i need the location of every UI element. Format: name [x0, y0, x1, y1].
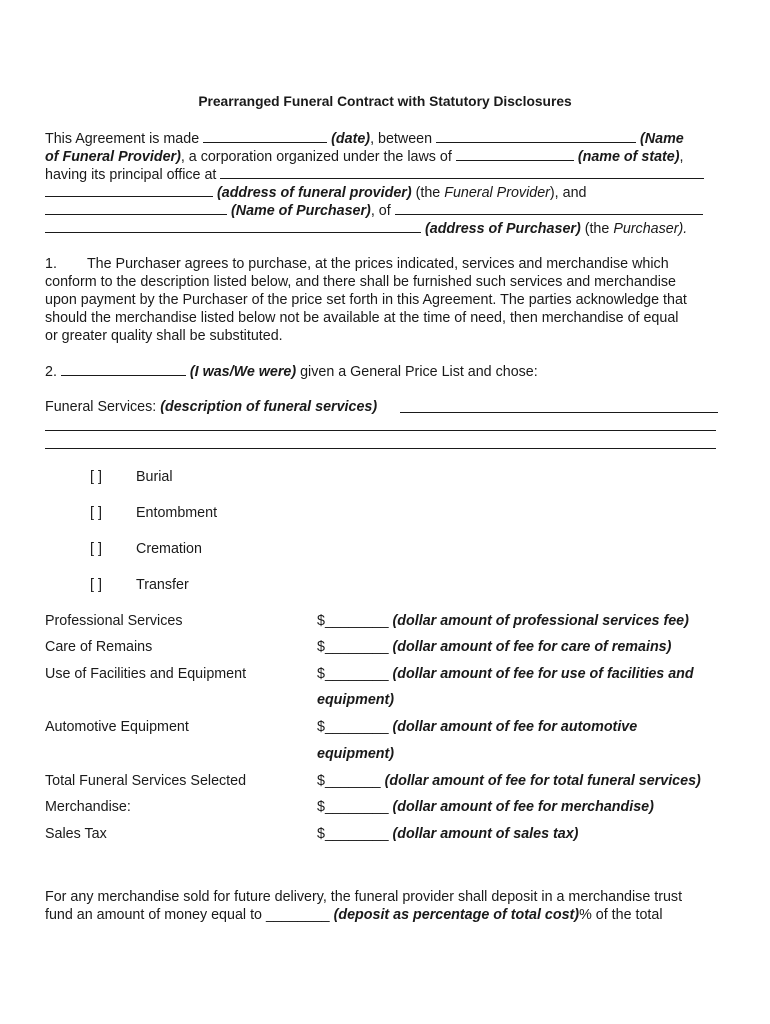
fee-amount-blank[interactable]: $________ — [317, 666, 389, 682]
para1-text: The Purchaser agrees to purchase, at the prices indicated, services and merchandise which — [86, 256, 669, 272]
intro-line-1 — [45, 129, 684, 148]
trust-line-2 — [45, 906, 663, 924]
fee-hint: (dollar amount of fee for automotive — [392, 719, 638, 735]
state-hint: (name of state) — [577, 149, 680, 165]
fee-hint: (dollar amount of fee for use of facilities and — [392, 666, 694, 682]
fee-amount-blank[interactable]: $________ — [317, 719, 389, 735]
para1-line-4: should the merchandise listed below not be available at the time of need, then merchandise of equal — [45, 310, 679, 326]
provider-address-blank[interactable] — [220, 165, 704, 179]
para2-text: given a General Price List and chose: — [300, 364, 538, 380]
date-hint: (date) — [331, 131, 371, 147]
funeral-provider-term: Funeral Provider — [444, 185, 550, 201]
funeral-services-blank-2[interactable] — [45, 430, 716, 431]
para1-line-3: upon payment by the Purchaser of the price set forth in this Agreement. The parties acknowledge that — [45, 292, 687, 308]
cremation-checkbox[interactable]: [ ] — [90, 541, 102, 557]
intro-text: (the — [584, 221, 614, 237]
purchaser-name-hint: (Name of Purchaser) — [230, 203, 371, 219]
funeral-services-blank-3[interactable] — [45, 448, 716, 449]
intro-text: , of — [370, 203, 391, 219]
state-blank[interactable] — [456, 147, 574, 161]
purchaser-hint: (I was/We were) — [189, 364, 297, 380]
intro-line-2: of Funeral Provider), a corporation organized under the laws of (name of state), — [45, 149, 684, 165]
purchaser-address-hint: (address of Purchaser) — [424, 221, 581, 237]
transfer-label: Transfer — [136, 577, 189, 593]
fee-label: Use of Facilities and Equipment — [45, 666, 247, 682]
provider-name-hint: of Funeral Provider) — [45, 149, 181, 165]
para1-line-5: or greater quality shall be substituted. — [45, 328, 283, 344]
fee-amount-blank[interactable]: $_______ — [317, 773, 381, 789]
trust-text: fund an amount of money equal to — [45, 907, 262, 923]
intro-text: This Agreement is made — [45, 131, 200, 147]
funeral-services-line — [45, 398, 377, 416]
intro-line-5 — [45, 201, 703, 220]
fee-hint: (dollar amount of sales tax) — [392, 826, 579, 842]
fee-amount-blank[interactable]: $________ — [317, 799, 389, 815]
intro-line-6 — [45, 219, 687, 238]
transfer-checkbox[interactable]: [ ] — [90, 577, 102, 593]
fee-hint: (dollar amount of fee for total funeral services) — [384, 773, 701, 789]
fee-label: Automotive Equipment — [45, 719, 189, 735]
intro-line-4 — [45, 183, 586, 202]
purchaser-blank[interactable] — [61, 362, 186, 376]
purchaser-address-blank[interactable] — [395, 201, 703, 215]
trust-line-1: For any merchandise sold for future delivery, the funeral provider shall deposit in a merchandise trust — [45, 889, 683, 905]
deposit-blank[interactable]: ________ — [265, 907, 330, 923]
funeral-services-hint: (description of funeral services) — [160, 399, 378, 415]
intro-text: having its principal office at — [45, 167, 217, 183]
intro-text: , between — [370, 131, 433, 147]
entombment-label: Entombment — [136, 505, 218, 521]
entombment-checkbox[interactable]: [ ] — [90, 505, 102, 521]
para2-number: 2. — [45, 364, 57, 380]
fee-amount-blank[interactable]: $________ — [317, 613, 389, 629]
fee-hint: (dollar amount of fee for merchandise) — [392, 799, 654, 815]
para1-number: 1. — [45, 256, 57, 272]
fee-label: Professional Services — [45, 613, 183, 629]
purchaser-name-blank[interactable] — [45, 201, 227, 215]
provider-name-hint: (Name — [640, 131, 684, 147]
fee-value — [317, 665, 694, 683]
provider-address-hint: (address of funeral provider) — [216, 185, 412, 201]
fee-hint: (dollar amount of fee for care of remains) — [392, 639, 672, 655]
burial-checkbox[interactable]: [ ] — [90, 469, 102, 485]
provider-address-blank-2[interactable] — [45, 183, 213, 197]
fee-amount-blank[interactable]: $________ — [317, 639, 389, 655]
fee-value — [317, 798, 654, 816]
purchaser-term: Purchaser). — [613, 221, 688, 237]
para2-line — [45, 362, 538, 381]
intro-line-3 — [45, 165, 704, 184]
fee-hint-cont: equipment) — [317, 746, 395, 762]
fee-hint: (dollar amount of professional services fee) — [392, 613, 689, 629]
purchaser-address-blank-2[interactable] — [45, 219, 421, 233]
intro-text: ), and — [549, 185, 587, 201]
fee-value — [317, 718, 637, 736]
fee-label: Merchandise: — [45, 799, 131, 815]
fee-label: Sales Tax — [45, 826, 107, 842]
fee-value — [317, 638, 671, 656]
para1-line-2: conform to the description listed below, and there shall be furnished such services and merchandise — [45, 274, 677, 290]
fee-value — [317, 612, 689, 630]
fee-value — [317, 772, 701, 790]
fee-hint-cont: equipment) — [317, 692, 395, 708]
page-title: Prearranged Funeral Contract with Statutory Disclosures — [198, 94, 572, 109]
cremation-label: Cremation — [136, 541, 202, 557]
fee-amount-blank[interactable]: $________ — [317, 826, 389, 842]
fee-label: Total Funeral Services Selected — [45, 773, 247, 789]
intro-text: , a corporation organized under the laws of — [180, 149, 452, 165]
para1-line-1 — [45, 255, 669, 273]
intro-text: (the — [415, 185, 445, 201]
fee-label: Care of Remains — [45, 639, 153, 655]
trust-text: % of the total — [579, 907, 663, 923]
funeral-services-blank[interactable] — [400, 412, 718, 413]
date-blank[interactable] — [203, 129, 327, 143]
provider-name-blank[interactable] — [436, 129, 636, 143]
burial-label: Burial — [136, 469, 173, 485]
deposit-hint: (deposit as percentage of total cost) — [333, 907, 580, 923]
fee-value — [317, 825, 578, 843]
funeral-services-label: Funeral Services: — [45, 399, 157, 415]
